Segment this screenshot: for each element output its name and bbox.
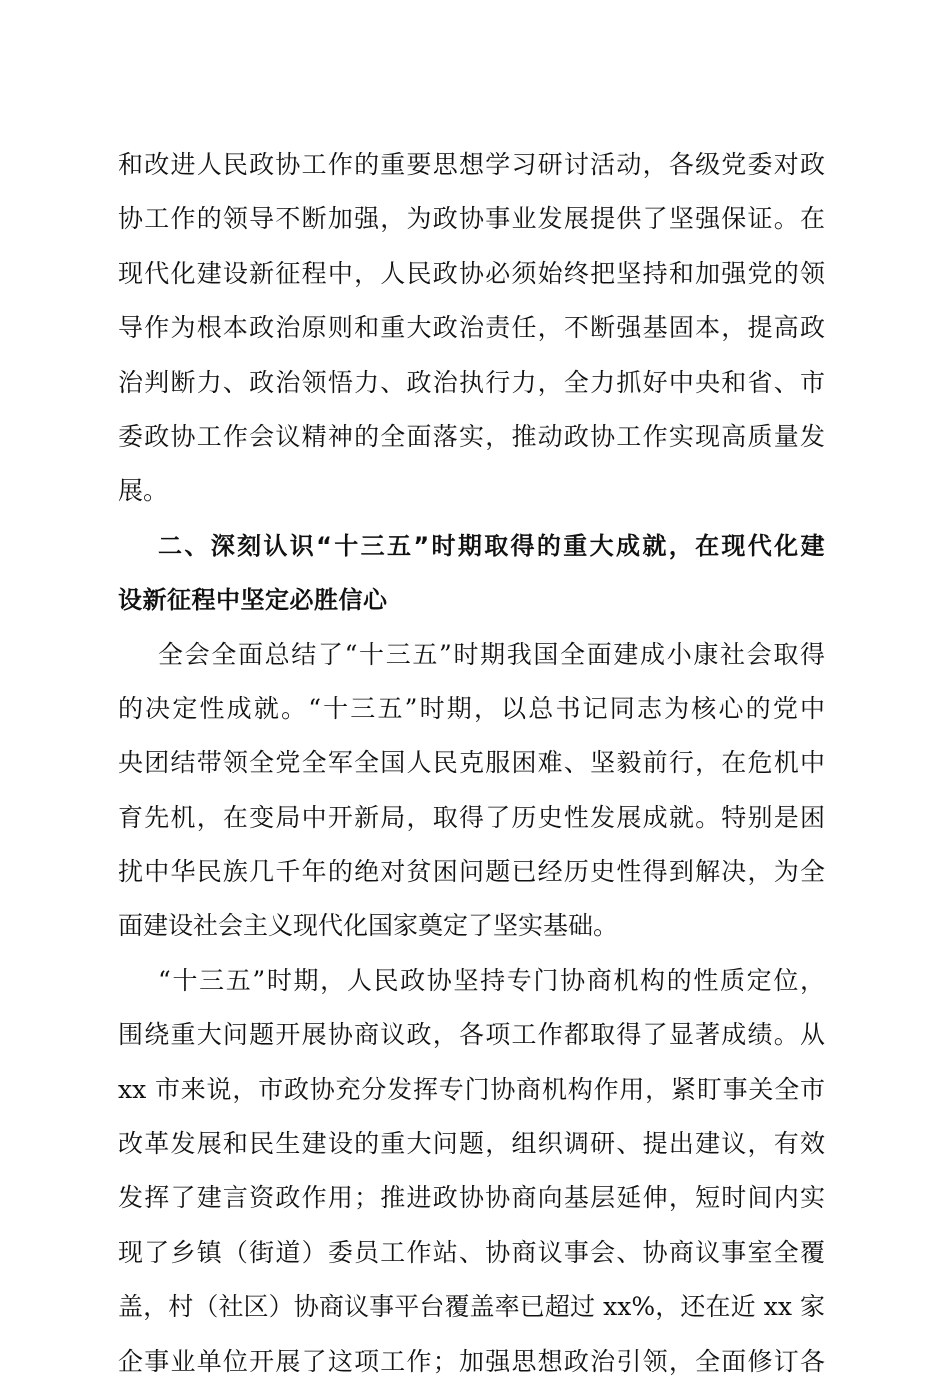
text-line: 治判断力、政治领悟力、政治执行力，全力抓好中央和省、市 [118, 367, 825, 397]
text-line: 扰中华民族几千年的绝对贫困问题已经历史性得到解决，为全 [118, 857, 825, 887]
text-line: xx 市来说，市政协充分发挥专门协商机构作用，紧盯事关全市 [118, 1074, 825, 1104]
text-line: 围绕重大问题开展协商议政，各项工作都取得了显著成绩。从 [118, 1020, 825, 1050]
text-line: 协工作的领导不断加强，为政协事业发展提供了坚强保证。在 [118, 204, 825, 234]
paragraph-first-line: “十三五”时期，人民政协坚持专门协商机构的性质定位， [158, 965, 825, 995]
text-line: 盖，村（社区）协商议事平台覆盖率已超过 xx%，还在近 xx 家 [118, 1292, 825, 1322]
text-line: 企事业单位开展了这项工作；加强思想政治引领，全面修订各 [118, 1346, 825, 1376]
text-line: 和改进人民政协工作的重要思想学习研讨活动，各级党委对政 [118, 150, 825, 179]
text-line: 导作为根本政治原则和重大政治责任，不断强基固本，提高政 [118, 313, 825, 343]
section-heading: 二、深刻认识“十三五”时期取得的重大成就，在现代化建 [158, 531, 825, 560]
text-line: 委政协工作会议精神的全面落实，推动政协工作实现高质量发 [118, 421, 825, 451]
text-line: 现了乡镇（街道）委员工作站、协商议事会、协商议事室全覆 [118, 1237, 825, 1267]
text-line: 发挥了建言资政作用；推进政协协商向基层延伸，短时间内实 [118, 1183, 825, 1213]
document-body [118, 138, 825, 1389]
text-line: 改革发展和民生建设的重大问题，组织调研、提出建议，有效 [118, 1129, 825, 1159]
text-line: 育先机，在变局中开新局，取得了历史性发展成就。特别是困 [118, 802, 825, 832]
text-line: 展。 [118, 476, 169, 506]
section-heading-continued: 设新征程中坚定必胜信心 [118, 586, 388, 615]
text-line: 面建设社会主义现代化国家奠定了坚实基础。 [118, 911, 619, 941]
paragraph-first-line: 全会全面总结了“十三五”时期我国全面建成小康社会取得 [158, 639, 825, 669]
text-line: 央团结带领全党全军全国人民克服困难、坚毅前行，在危机中 [118, 748, 825, 778]
text-line: 的决定性成就。“十三五”时期，以总书记同志为核心的党中 [118, 693, 825, 723]
text-line: 现代化建设新征程中，人民政协必须始终把坚持和加强党的领 [118, 258, 825, 288]
